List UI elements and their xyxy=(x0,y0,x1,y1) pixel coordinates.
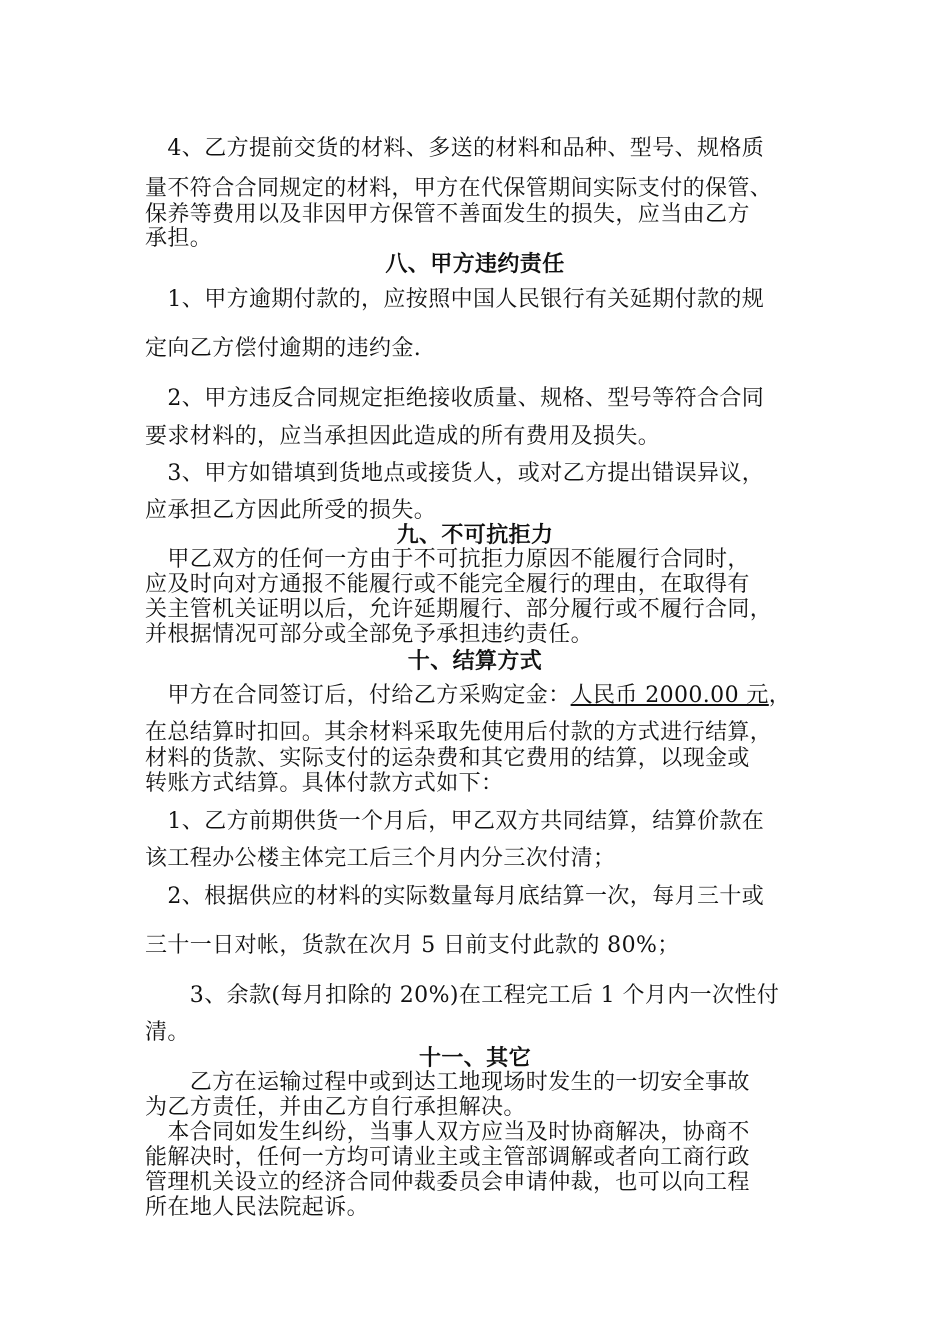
paragraph-line: 2、根据供应的材料的实际数量每月底结算一次，每月三十或 xyxy=(145,884,765,909)
paragraph-line: 清。 xyxy=(145,1020,190,1045)
paragraph-line: 承担。 xyxy=(145,226,213,251)
paragraph-line: 能解决时，任何一方均可请业主或主管部调解或者向工商行政 xyxy=(145,1145,750,1170)
section-heading-9: 九、不可抗拒力 xyxy=(396,522,554,548)
paragraph-line: 量不符合合同规定的材料，甲方在代保管期间实际支付的保管、 xyxy=(145,176,773,201)
section-heading-11: 十一、其它 xyxy=(418,1045,531,1071)
paragraph-line: 管理机关设立的经济合同仲裁委员会申请仲裁，也可以向工程 xyxy=(145,1170,750,1195)
deposit-amount: 人民币 2000.00 元 xyxy=(570,683,769,708)
paragraph-line: 4、乙方提前交货的材料、多送的材料和品种、型号、规格质 xyxy=(145,136,765,161)
paragraph-line: 为乙方责任，并由乙方自行承担解决。 xyxy=(145,1095,526,1120)
paragraph-line: 三十一日对帐，货款在次月 5 日前支付此款的 80%； xyxy=(145,933,680,958)
section-heading-10: 十、结算方式 xyxy=(407,648,543,674)
paragraph-line: 转账方式结算。具体付款方式如下： xyxy=(145,771,504,796)
section-heading-8: 八、甲方违约责任 xyxy=(385,251,565,277)
deposit-prefix: 甲方在合同签订后，付给乙方采购定金： xyxy=(145,683,571,708)
paragraph-line: 1、甲方逾期付款的，应按照中国人民银行有关延期付款的规 xyxy=(145,287,765,312)
paragraph-line: 应及时向对方通报不能履行或不能完全履行的理由，在取得有 xyxy=(145,572,750,597)
paragraph-line: 定向乙方偿付逾期的违约金. xyxy=(145,336,422,361)
paragraph-line: 关主管机关证明以后，允许延期履行、部分履行或不履行合同， xyxy=(145,597,773,622)
paragraph-line: 3、甲方如错填到货地点或接货人，或对乙方提出错误异议， xyxy=(145,461,765,486)
paragraph-line: 所在地人民法院起诉。 xyxy=(145,1195,370,1220)
paragraph-line: 2、甲方违反合同规定拒绝接收质量、规格、型号等符合合同 xyxy=(145,386,765,411)
paragraph-line: 本合同如发生纠纷，当事人双方应当及时协商解决，协商不 xyxy=(145,1120,750,1145)
paragraph-line: 保养等费用以及非因甲方保管不善面发生的损失，应当由乙方 xyxy=(145,202,750,227)
paragraph-line: 3、余款(每月扣除的 20%)在工程完工后 1 个月内一次性付 xyxy=(145,983,780,1008)
paragraph-line: 1、乙方前期供货一个月后，甲乙双方共同结算，结算价款在 xyxy=(145,809,765,834)
paragraph-line: 该工程办公楼主体完工后三个月内分三次付清； xyxy=(145,846,616,871)
paragraph-line: 乙方在运输过程中或到达工地现场时发生的一切安全事故 xyxy=(145,1070,750,1095)
paragraph-line: 并根据情况可部分或全部免予承担违约责任。 xyxy=(145,622,594,647)
paragraph-line: 甲乙双方的任何一方由于不可抗拒力原因不能履行合同时， xyxy=(145,547,750,572)
paragraph-line: 应承担乙方因此所受的损失。 xyxy=(145,498,437,523)
paragraph-line: 材料的货款、实际支付的运杂费和其它费用的结算，以现金或 xyxy=(145,746,750,771)
deposit-line xyxy=(145,683,825,709)
paragraph-line: 在总结算时扣回。其余材料采取先使用后付款的方式进行结算， xyxy=(145,720,773,745)
deposit-suffix: ， xyxy=(768,683,792,708)
paragraph-line: 要求材料的，应当承担因此造成的所有费用及损失。 xyxy=(145,424,661,449)
